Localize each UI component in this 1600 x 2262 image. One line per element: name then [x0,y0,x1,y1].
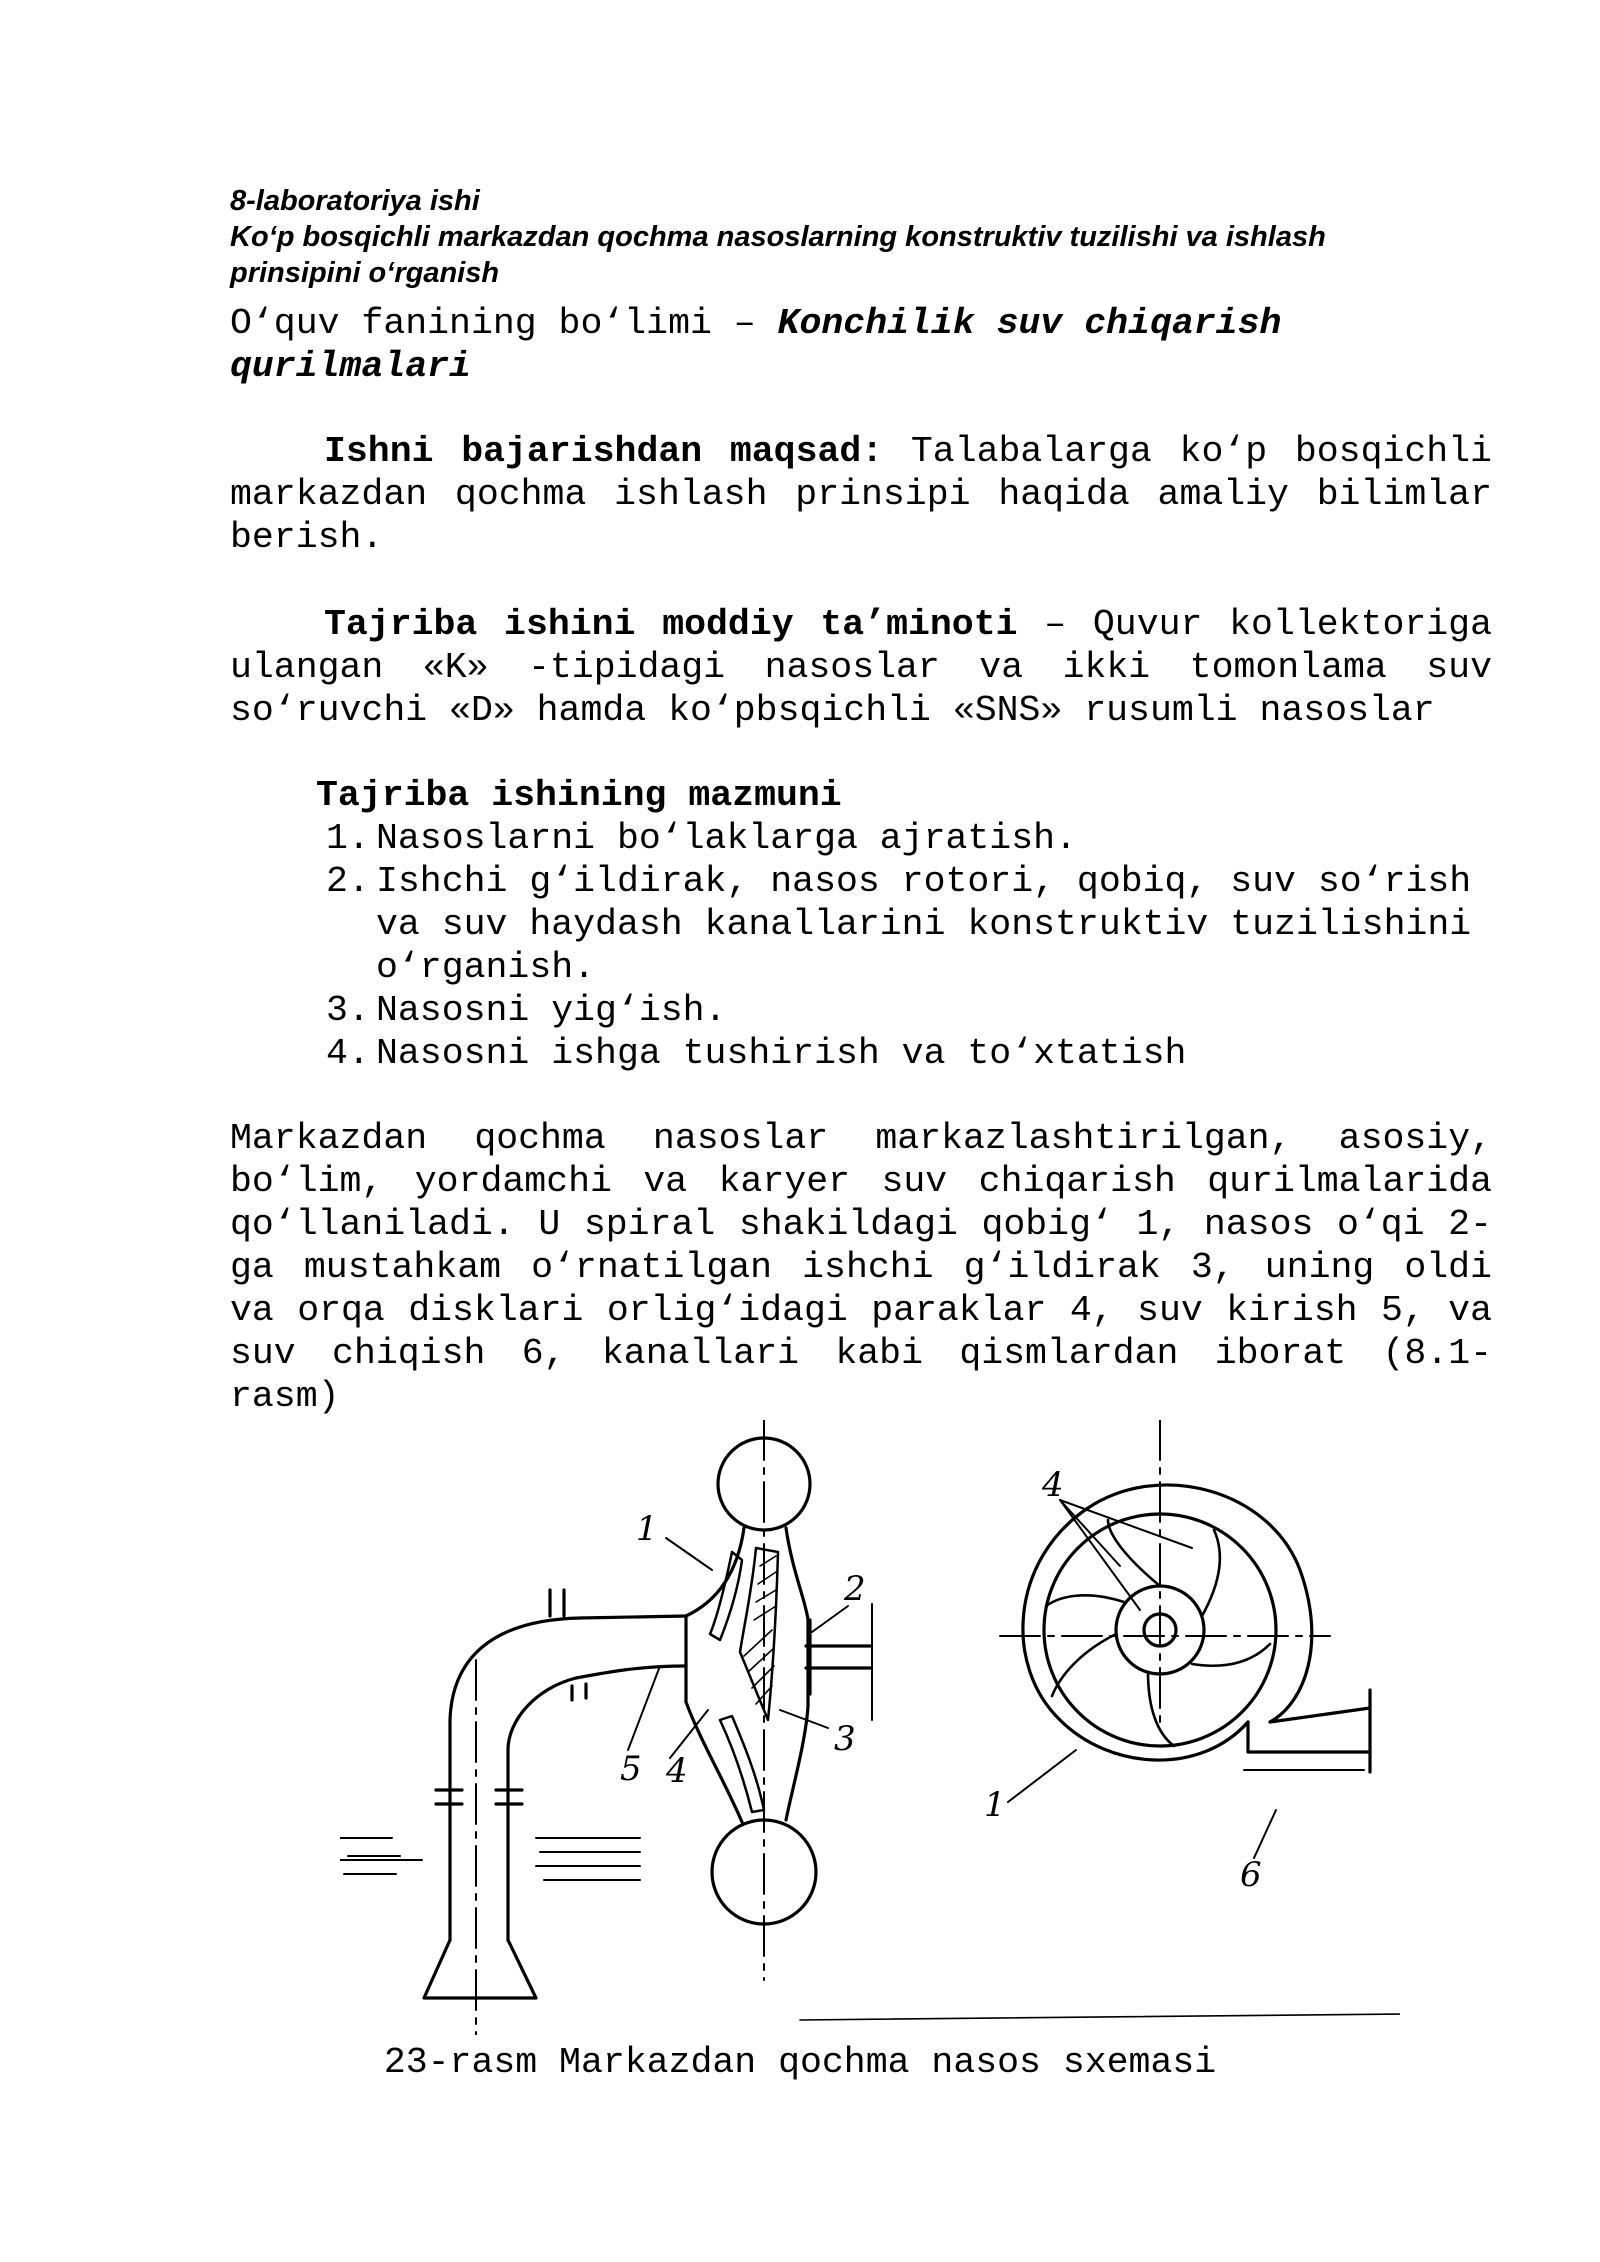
list-item: 2. Ishchi g‘ildirak, nasos rotori, qobiq, suv so‘rish va suv haydash kanallarini konstruktiv tuzilishini o‘rganish. [326,861,1472,988]
course-section-value-cont: qurilmalari [230,346,471,387]
pump-section-diagram [340,1420,872,2035]
label-6-right: 6 [1240,1855,1262,1895]
figure-caption: 23-rasm Markazdan qochma nasos sxemasi [383,2042,1217,2083]
pump-figures [340,1420,1400,2035]
label-5: 5 [620,1749,642,1789]
label-1: 1 [636,1509,658,1549]
list-item: 3. Nasosni yig‘ish. [326,990,727,1031]
goal-paragraph [230,430,1492,559]
content-heading: Tajriba ishining mazmuni [316,775,842,816]
label-4-right: 4 [1042,1465,1064,1505]
subject-line-1: Ko‘p bosqichli markazdan qochma nasoslarning konstruktiv tuzilishi va ishlash [230,221,1326,253]
materials-text: – Quvur kollektoriga ulangan «K» -tipidagi nasoslar va ikki tomonlama suv so‘ruvchi «D» hamda ko‘pbsqichli «SNS» rusumli nasoslar [230,604,1492,731]
goal-text: Talabalarga ko‘p bosqichli markazdan qochma ishlash prinsipi haqida amaliy bilimlar berish. [230,431,1492,558]
label-4: 4 [666,1751,688,1791]
list-item: 1. Nasoslarni bo‘laklarga ajratish. [326,818,1077,859]
lab-title: 8-laboratoriya ishi [230,185,480,217]
course-section-value: Konchilik suv chiqarish [777,303,1282,344]
materials-label: Tajriba ishini moddiy ta’minoti [324,604,1018,645]
label-2: 2 [844,1569,866,1609]
label-3: 3 [834,1719,856,1759]
content-list [326,817,1496,1075]
label-1-right: 1 [984,1785,1006,1825]
body-paragraph: Markazdan qochma nasoslar markazlashtirilgan, asosiy, bo‘lim, yordamchi va karyer suv chiqarish qurilmalarida qo‘llaniladi. U spiral shakildagi qobig‘ 1, nasos o‘qi 2-ga mustahkam o‘rnatilgan ishchi g‘ildirak 3, uning oldi va orqa disklari orlig‘idagi paraklar 4, suv kirish 5, va suv chiqish 6, kanallari kabi qismlardan iborat (8.1-rasm) [230,1118,1492,1417]
materials-paragraph [230,603,1492,732]
course-section [230,302,1492,388]
goal-label: Ishni bajarishdan maqsad: [324,431,884,472]
course-section-label: O‘quv fanining bo‘limi – [230,303,778,344]
subject-line-2: prinsipini o‘rganish [230,257,500,289]
list-item: 4. Nasosni ishga tushirish va to‘xtatish [326,1033,1187,1074]
